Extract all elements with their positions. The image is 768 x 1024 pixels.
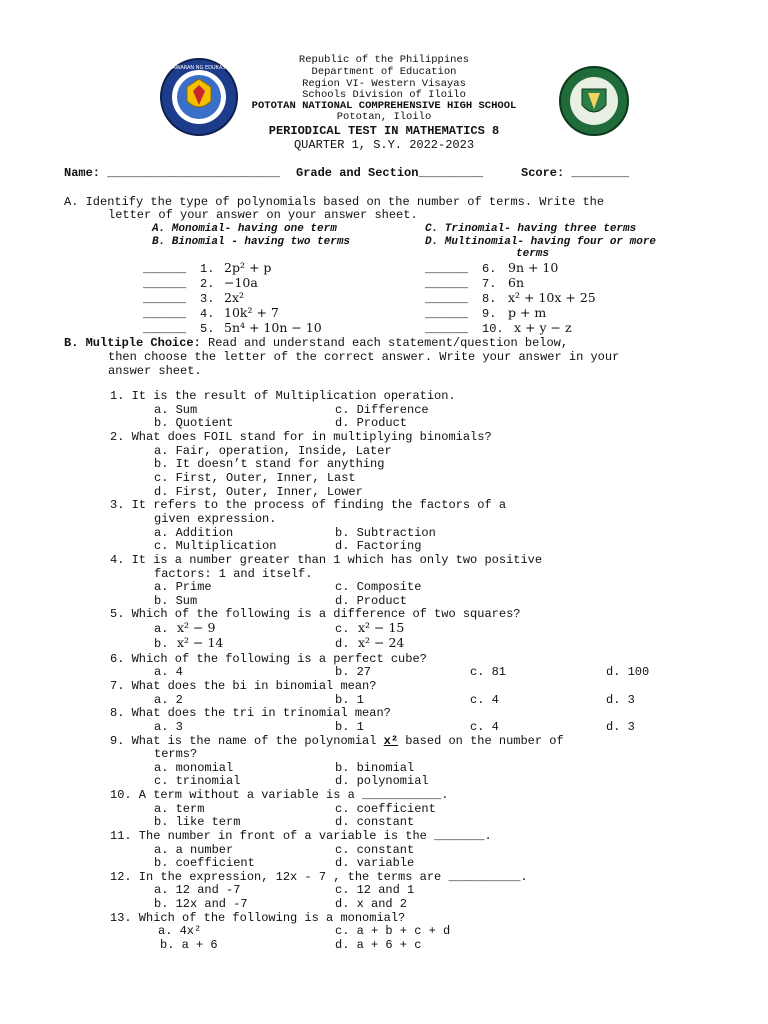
choice[interactable]: c. 12 and 1: [335, 883, 415, 897]
choice[interactable]: c. Multiplication: [154, 539, 277, 553]
answer-blank[interactable]: ______: [425, 307, 469, 321]
question-6: 6. Which of the following is a perfect cube?: [110, 652, 427, 666]
grade-section-field[interactable]: Grade and Section_________: [296, 166, 484, 180]
option-d-multinomial-2: terms: [516, 248, 550, 260]
item-expression: 9n + 10: [508, 260, 559, 275]
choice[interactable]: d. a + 6 + c: [335, 938, 422, 952]
choice[interactable]: a. 2: [154, 693, 183, 707]
part-b-instruction-3: answer sheet.: [108, 364, 202, 378]
choice[interactable]: c. coefficient: [335, 802, 436, 816]
header-location: Pototan, Iloilo: [336, 111, 432, 123]
choice[interactable]: d. 3: [606, 720, 635, 734]
answer-blank[interactable]: ______: [143, 322, 187, 336]
choice[interactable]: d. x and 2: [335, 897, 408, 911]
header-division: Schools Division of Iloilo: [302, 89, 466, 101]
question-9: [110, 734, 564, 748]
question-5: 5. Which of the following is a difference of two squares?: [110, 607, 521, 621]
option-a-monomial: A. Monomial- having one term: [152, 223, 337, 235]
choice[interactable]: d. 100: [606, 665, 650, 679]
item-number: 9.: [482, 307, 497, 321]
item-number: 8.: [482, 292, 497, 306]
choice[interactable]: d. Product: [335, 594, 408, 608]
item-number: 3.: [200, 292, 215, 306]
item-expression: p + m: [508, 305, 547, 320]
item-number: 10.: [482, 322, 504, 336]
item-expression: 2p² + p: [224, 260, 272, 275]
choice[interactable]: b. 1: [335, 693, 364, 707]
choice[interactable]: b. 1: [335, 720, 364, 734]
answer-blank[interactable]: ______: [143, 307, 187, 321]
choice[interactable]: a. monomial: [154, 761, 234, 775]
question-9-cont: terms?: [154, 747, 198, 761]
choice[interactable]: d. constant: [335, 815, 415, 829]
choice[interactable]: a. 4: [154, 665, 183, 679]
question-13: 13. Which of the following is a monomial?: [110, 911, 406, 925]
question-7: 7. What does the bi in binomial mean?: [110, 679, 377, 693]
choice[interactable]: a. 12 and -7: [154, 883, 241, 897]
choice[interactable]: b. coefficient: [154, 856, 255, 870]
item-number: 7.: [482, 277, 497, 291]
part-a-instruction: A. Identify the type of polynomials based on the number of terms. Write the: [64, 195, 605, 209]
choice[interactable]: b. 27: [335, 665, 372, 679]
choice[interactable]: c.: [335, 622, 350, 636]
header-department: Department of Education: [311, 66, 457, 78]
part-b-instruction-2: then choose the letter of the correct answer. Write your answer in your: [108, 350, 620, 364]
question-3-cont: given expression.: [154, 512, 277, 526]
answer-blank[interactable]: ______: [143, 262, 187, 276]
answer-blank[interactable]: ______: [143, 292, 187, 306]
answer-blank[interactable]: ______: [425, 277, 469, 291]
question-2: 2. What does FOIL stand for in multiplying binomials?: [110, 430, 492, 444]
item-expression: 2x²: [224, 290, 245, 305]
choice[interactable]: a. 3: [154, 720, 183, 734]
question-9-term: x²: [383, 734, 399, 748]
header-school: POTOTAN NATIONAL COMPREHENSIVE HIGH SCHOOL: [251, 100, 517, 112]
question-4: 4. It is a number greater than 1 which has only two positive: [110, 553, 543, 567]
choice[interactable]: d.: [335, 637, 350, 651]
choice[interactable]: b. like term: [154, 815, 241, 829]
choice[interactable]: a. term: [154, 802, 205, 816]
header-republic: Republic of the Philippines: [298, 54, 470, 66]
score-field[interactable]: Score: ________: [521, 166, 630, 180]
option-c-trinomial: C. Trinomial- having three terms: [425, 223, 637, 235]
choice[interactable]: c. 4: [470, 693, 499, 707]
svg-text:KAGAWARAN NG EDUKASYON: KAGAWARAN NG EDUKASYON: [162, 65, 236, 71]
choice[interactable]: b. a + 6: [160, 938, 218, 952]
choice[interactable]: b.: [154, 637, 169, 651]
choice[interactable]: d. variable: [335, 856, 415, 870]
question-9-text: 9. What is the name of the polynomial: [110, 734, 384, 748]
item-expression: 10k² + 7: [224, 305, 279, 320]
choice[interactable]: b. Subtraction: [335, 526, 436, 540]
item-number: 1.: [200, 262, 215, 276]
choice-math: x² − 14: [177, 635, 224, 650]
test-title: PERIODICAL TEST IN MATHEMATICS 8: [268, 124, 500, 138]
choice[interactable]: c. 81: [470, 665, 507, 679]
choice[interactable]: b. binomial: [335, 761, 415, 775]
item-number: 5.: [200, 322, 215, 336]
item-expression: x + y − z: [514, 320, 572, 335]
question-4-cont: factors: 1 and itself.: [154, 567, 313, 581]
quarter-line: QUARTER 1, S.Y. 2022-2023: [293, 138, 475, 152]
header-region: Region VI- Western Visayas: [302, 78, 466, 90]
choice[interactable]: a. a number: [154, 843, 234, 857]
item-expression: x² + 10x + 25: [508, 290, 596, 305]
option-d-multinomial: D. Multinomial- having four or more: [425, 236, 657, 248]
name-field[interactable]: Name: ________________________: [64, 166, 281, 180]
option-b-binomial: B. Binomial - having two terms: [152, 236, 351, 248]
item-number: 4.: [200, 307, 215, 321]
choice[interactable]: c. constant: [335, 843, 415, 857]
answer-blank[interactable]: ______: [425, 262, 469, 276]
choice[interactable]: a. Prime: [154, 580, 212, 594]
choice[interactable]: d. Product: [335, 416, 408, 430]
choice[interactable]: d. 3: [606, 693, 635, 707]
answer-blank[interactable]: ______: [425, 292, 469, 306]
choice[interactable]: c. a + b + c + d: [335, 924, 451, 938]
question-11: 11. The number in front of a variable is the _______.: [110, 829, 492, 843]
choice[interactable]: b. 12x and -7: [154, 897, 248, 911]
choice-math: x² − 9: [177, 620, 216, 635]
question-12: 12. In the expression, 12x - 7 , the terms are __________.: [110, 870, 528, 884]
choice[interactable]: b. Quotient: [154, 416, 234, 430]
choice[interactable]: c. 4: [470, 720, 499, 734]
item-expression: −10a: [224, 275, 258, 290]
answer-blank[interactable]: ______: [143, 277, 187, 291]
question-1: 1. It is the result of Multiplication operation.: [110, 389, 456, 403]
item-expression: 5n⁴ + 10n − 10: [224, 320, 322, 335]
part-b-label: B. Multiple Choice:: [64, 336, 201, 350]
answer-blank[interactable]: ______: [425, 322, 469, 336]
item-number: 2.: [200, 277, 215, 291]
choice-math: x² − 15: [358, 620, 405, 635]
choice[interactable]: a.: [154, 622, 169, 636]
choice[interactable]: a. Addition: [154, 526, 234, 540]
choice[interactable]: d. First, Outer, Inner, Lower: [154, 485, 363, 499]
question-9-text-end: based on the number of: [398, 734, 564, 748]
part-a-instruction-2: letter of your answer on your answer sheet.: [108, 208, 418, 222]
question-8: 8. What does the tri in trinomial mean?: [110, 706, 391, 720]
item-number: 6.: [482, 262, 497, 276]
choice[interactable]: d. polynomial: [335, 774, 429, 788]
part-b-instruction: [64, 336, 568, 350]
choice-math: x² − 24: [358, 635, 405, 650]
choice[interactable]: a. 4x²: [158, 924, 202, 938]
question-3: 3. It refers to the process of finding the factors of a: [110, 498, 507, 512]
part-b-instruction-text: Read and understand each statement/question below,: [200, 336, 569, 350]
choice[interactable]: a. Fair, operation, Inside, Later: [154, 444, 392, 458]
choice[interactable]: b. Sum: [154, 594, 198, 608]
question-10: 10. A term without a variable is a ___________.: [110, 788, 449, 802]
choice[interactable]: c. Difference: [335, 403, 429, 417]
choice[interactable]: b. It doesn’t stand for anything: [154, 457, 385, 471]
choice[interactable]: a. Sum: [154, 403, 198, 417]
item-expression: 6n: [508, 275, 525, 290]
choice[interactable]: c. trinomial: [154, 774, 241, 788]
choice[interactable]: d. Factoring: [335, 539, 422, 553]
choice[interactable]: c. First, Outer, Inner, Last: [154, 471, 356, 485]
choice[interactable]: c. Composite: [335, 580, 422, 594]
